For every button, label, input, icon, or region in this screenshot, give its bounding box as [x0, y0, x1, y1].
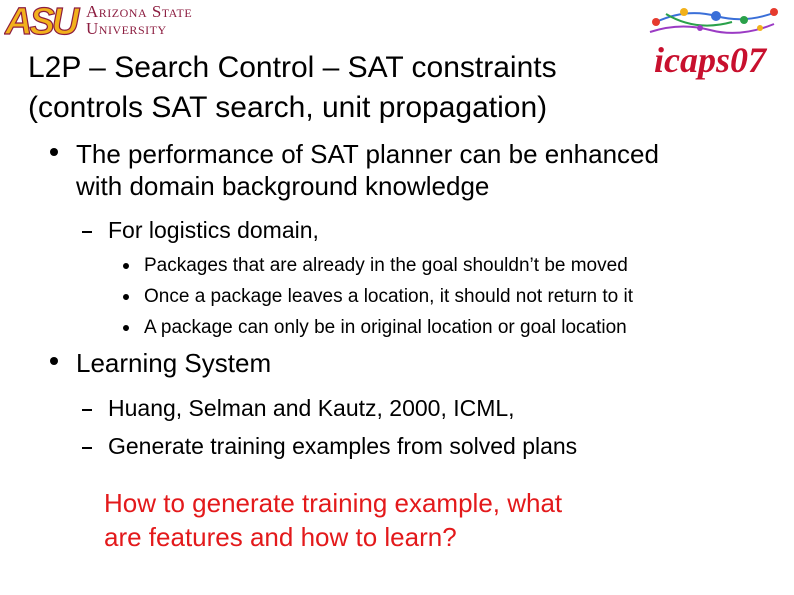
bullet-sat-performance — [76, 138, 776, 202]
asu-logo — [4, 2, 216, 38]
icaps-network-graphic — [650, 8, 778, 33]
bullet-learning-system — [76, 347, 776, 379]
slide-title-line-1: L2P – Search Control – SAT constraints — [28, 51, 557, 84]
slide-title-line-2: (controls SAT search, unit propagation) — [28, 91, 548, 124]
question-note — [104, 486, 744, 554]
dash-icon — [82, 409, 92, 411]
sub-sub-bullet-item — [144, 285, 633, 309]
sub-bullet-logistics-domain — [108, 216, 319, 244]
question-note-line-2: are features and how to learn? — [104, 522, 457, 552]
sub-sub-bullet-item — [144, 316, 627, 340]
icaps-logo-text: icaps07 — [654, 40, 766, 80]
sub-bullet-text: For logistics domain, — [108, 217, 319, 243]
sub-bullet-text: Huang, Selman and Kautz, 2000, ICML, — [108, 395, 515, 421]
bullet-text-line-1: The performance of SAT planner can be enhanced — [76, 139, 659, 169]
bullet-text-line-1: Learning System — [76, 348, 272, 378]
sub-sub-bullet-text: Once a package leaves a location, it should not return to it — [144, 286, 634, 307]
slide-title — [28, 48, 688, 128]
sub-sub-bullet-text: A package can only be in original location or goal location — [144, 317, 627, 338]
sub-sub-bullet-item — [144, 254, 628, 278]
bullet-dot-icon — [123, 263, 129, 269]
bullet-dot-icon — [123, 294, 129, 300]
question-note-line-1: How to generate training example, what — [104, 488, 563, 518]
dash-icon — [82, 447, 92, 449]
asu-mark-text: ASU — [5, 2, 77, 38]
university-line-2: University — [86, 19, 167, 38]
bullet-text-line-2: with domain background knowledge — [76, 171, 490, 201]
sub-sub-bullet-text: Packages that are already in the goal shouldn’t be moved — [144, 255, 628, 276]
university-name — [86, 3, 192, 37]
bullet-dot-icon — [50, 148, 58, 156]
asu-logo-mark — [4, 2, 82, 38]
sub-bullet-item — [108, 432, 577, 460]
sub-bullet-item — [108, 394, 515, 422]
dash-icon — [82, 231, 92, 233]
university-line-1: Arizona State — [86, 2, 193, 21]
sub-bullet-text: Generate training examples from solved plans — [108, 433, 578, 459]
bullet-dot-icon — [123, 325, 129, 331]
bullet-dot-icon — [50, 357, 58, 365]
